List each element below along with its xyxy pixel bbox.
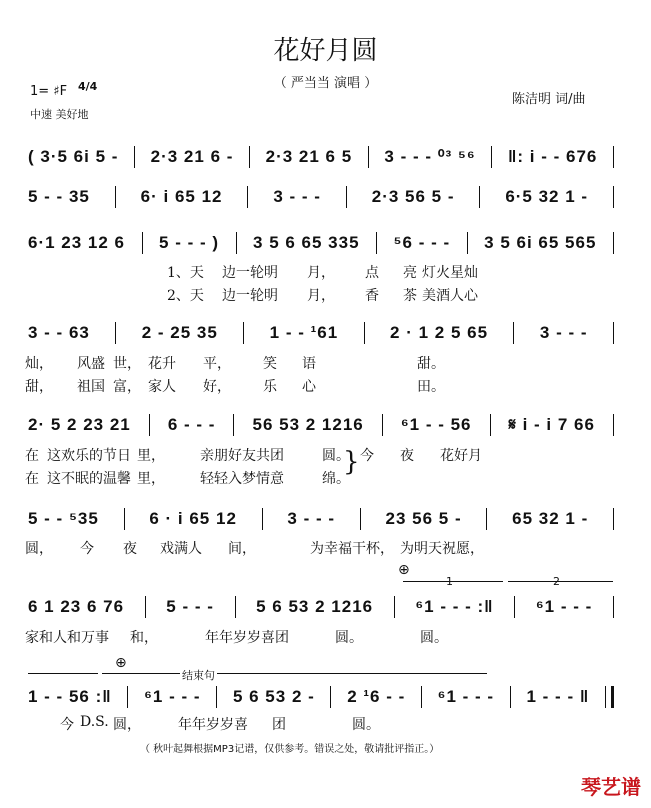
- measure: 1 - - ¹61: [269, 323, 339, 342]
- lyric: 家人: [148, 379, 176, 395]
- lyric: 花好月: [440, 448, 482, 464]
- barline: [247, 186, 248, 208]
- measure: 2·3 56 5 -: [371, 187, 455, 206]
- barline: [346, 186, 347, 208]
- ending-label: 结束句: [182, 669, 215, 682]
- music-row: [28, 322, 614, 344]
- song-title: 花好月圆: [273, 36, 378, 66]
- lyric: 风盛: [77, 356, 105, 372]
- barline: [368, 146, 369, 168]
- music-row: [28, 596, 614, 618]
- lyric: 圆。: [420, 630, 448, 646]
- first-ending-line: [28, 673, 98, 674]
- lyric: 富，: [113, 379, 141, 395]
- barline: [613, 322, 614, 344]
- measure: ⁶1 - - -: [437, 687, 495, 706]
- lyric: 乐: [263, 379, 277, 395]
- lyric: 在: [25, 448, 39, 464]
- barline: [510, 686, 511, 708]
- barline: [490, 414, 491, 436]
- barline: [360, 508, 361, 530]
- measure: 6·1 23 12 6: [28, 233, 126, 252]
- volta-2-label: 2: [553, 575, 560, 588]
- lyric: 花升: [148, 356, 176, 372]
- lyric: 这不眠的温馨: [47, 471, 131, 487]
- lyric: 甜。: [417, 356, 445, 372]
- lyric: 为明天祝愿，: [400, 541, 484, 557]
- measure: 65 32 1 -: [512, 509, 589, 528]
- measure: 6· i 65 12: [140, 187, 223, 206]
- lyric: 茶: [403, 288, 417, 304]
- lyric: 年年岁岁喜: [178, 717, 248, 733]
- measure: 5 - - 35: [28, 187, 90, 206]
- barline: [514, 596, 515, 618]
- barline: [513, 322, 514, 344]
- music-row: [28, 186, 614, 208]
- measure: 2· 5 2 23 21: [28, 415, 131, 434]
- music-row: [28, 414, 614, 436]
- time-signature: 4/4: [78, 80, 98, 93]
- measure: ‖: i - - 676: [507, 147, 598, 166]
- performer: （ 严当当 演唱 ）: [273, 76, 378, 91]
- barline: [249, 146, 250, 168]
- barline: [467, 232, 468, 254]
- music-row: [28, 686, 614, 708]
- music-row: [28, 508, 614, 530]
- lyric: 圆，: [25, 541, 53, 557]
- lyric: 轻轻入梦情意: [200, 471, 284, 487]
- lyric: 夜: [400, 448, 414, 464]
- measure: 3 5 6 65 335: [253, 233, 360, 252]
- barline: [491, 146, 492, 168]
- barline: [235, 596, 236, 618]
- barline: [243, 322, 244, 344]
- coda-sign-2: ⊕: [115, 655, 127, 671]
- lyric: 甜，: [25, 379, 53, 395]
- measure: 5 - - ⁵35: [28, 509, 99, 528]
- ending-bracket: [102, 673, 487, 674]
- measure: ⁶1 - - 56: [400, 415, 472, 434]
- measure: ⁶1 - - -: [535, 597, 593, 616]
- lyric: 今: [360, 448, 374, 464]
- tempo-marking: 中速 美好地: [30, 108, 89, 121]
- measure: 3 - - -: [539, 323, 588, 342]
- lyric: 圆。: [335, 630, 363, 646]
- barline: [149, 414, 150, 436]
- coda-sign: ⊕: [398, 562, 410, 578]
- lyric: 2、天: [167, 288, 204, 304]
- lyric: 边一轮明: [222, 288, 278, 304]
- barline: [233, 414, 234, 436]
- music-row: [28, 146, 614, 168]
- barline: [330, 686, 331, 708]
- barline: [376, 232, 377, 254]
- measure: 2·3 21 6 -: [150, 147, 234, 166]
- barline: [134, 146, 135, 168]
- lyric: 边一轮明: [222, 265, 278, 281]
- measure: 3 5 6i 65 565: [484, 233, 597, 252]
- lyric: 为幸福干杯，: [310, 541, 394, 557]
- measure: 5 6 53 2 1216: [256, 597, 374, 616]
- measure: 3 - - -: [287, 509, 336, 528]
- music-row: [28, 232, 614, 254]
- lyric: 在: [25, 471, 39, 487]
- lyric: 圆。: [352, 717, 380, 733]
- measure: 1 - - - ‖: [526, 687, 590, 706]
- site-logo: 琴艺谱: [581, 775, 641, 799]
- lyric: 里，: [137, 471, 165, 487]
- lyric: 戏满人: [160, 541, 202, 557]
- lyric: 好，: [203, 379, 231, 395]
- barline: [479, 186, 480, 208]
- measure: 3 - - - ⁰³ ⁵⁶: [384, 147, 476, 166]
- measure: ⁵6 - - -: [393, 233, 451, 252]
- barline: [394, 596, 395, 618]
- barline: [421, 686, 422, 708]
- lyric: 香: [365, 288, 379, 304]
- key-signature: 1= ♯F: [30, 84, 68, 99]
- lyric: 圆，: [113, 717, 141, 733]
- measure: 5 - - -: [166, 597, 214, 616]
- measure: 6 - - -: [167, 415, 216, 434]
- barline: [216, 686, 217, 708]
- lyric: 田。: [417, 379, 445, 395]
- measure: 6 1 23 6 76: [28, 597, 125, 616]
- footnote: （ 秋叶起舞根据MP3记谱，仅供参考。错误之处，敬请批评指正。）: [140, 744, 440, 755]
- barline: [236, 232, 237, 254]
- measure: 6·5 32 1 -: [505, 187, 589, 206]
- volta-1-bracket: [403, 581, 503, 582]
- lyric: 和，: [130, 630, 158, 646]
- barline: [613, 186, 614, 208]
- barline: [613, 232, 614, 254]
- lyric: 笑: [263, 356, 277, 372]
- barline: [613, 596, 614, 618]
- lyric: 间，: [228, 541, 256, 557]
- lyric: 今: [60, 717, 74, 733]
- barline: [364, 322, 365, 344]
- barline: [486, 508, 487, 530]
- lyric: D.S.: [80, 714, 109, 730]
- lyric: 世，: [113, 356, 141, 372]
- measure: 2 - 25 35: [141, 323, 218, 342]
- measure: 2 · 1 2 5 65: [390, 323, 489, 342]
- lyric: 里，: [137, 448, 165, 464]
- measure: 6 · i 65 12: [149, 509, 237, 528]
- lyric: 心: [302, 379, 316, 395]
- composer: 陈洁明 词/曲: [512, 92, 586, 107]
- lyric: 亲朋好友共团: [200, 448, 284, 464]
- barline: [124, 508, 125, 530]
- brace: }: [343, 447, 360, 477]
- lyric: 绵。: [322, 471, 350, 487]
- measure: 1 - - 56 :‖: [28, 687, 112, 706]
- lyric: 祖国: [77, 379, 105, 395]
- lyric: 点: [365, 265, 379, 281]
- lyric: 美酒人心: [422, 288, 478, 304]
- barline: [613, 146, 614, 168]
- measure: 5 6 53 2 -: [232, 687, 315, 706]
- measure: 2 ¹6 - -: [347, 687, 406, 706]
- barline: [613, 508, 614, 530]
- lyric: 年年岁岁喜团: [205, 630, 289, 646]
- barline: [142, 232, 143, 254]
- barline: [613, 414, 614, 436]
- barline: [262, 508, 263, 530]
- lyric: 亮: [403, 265, 417, 281]
- barline: [115, 322, 116, 344]
- measure: 𝄋 i - i 7 66: [508, 415, 595, 434]
- measure: ( 3·5 6i 5 -: [28, 147, 119, 166]
- lyric: 平，: [203, 356, 231, 372]
- measure: 23 56 5 -: [385, 509, 462, 528]
- volta-1-label: 1: [446, 575, 453, 588]
- lyric: 灿，: [25, 356, 53, 372]
- lyric: 团: [272, 717, 286, 733]
- lyric: 月，: [307, 265, 335, 281]
- measure: ⁶1 - - -: [144, 687, 201, 706]
- measure: 2·3 21 6 5: [265, 147, 353, 166]
- lyric: 1、天: [167, 265, 204, 281]
- volta-2-bracket: [508, 581, 613, 582]
- measure: 5 - - - ): [159, 233, 220, 252]
- lyric: 今: [80, 541, 94, 557]
- barline: [127, 686, 128, 708]
- barline: [115, 186, 116, 208]
- lyric: 家和人和万事: [25, 630, 109, 646]
- measure: ⁶1 - - - :‖: [415, 597, 494, 616]
- measure: 56 53 2 1216: [252, 415, 364, 434]
- lyric: 语: [302, 356, 316, 372]
- lyric: 灯火星灿: [422, 265, 478, 281]
- lyric: 月，: [307, 288, 335, 304]
- barline: [605, 686, 614, 708]
- lyric: 圆。: [322, 448, 350, 464]
- barline: [145, 596, 146, 618]
- measure: 3 - - 63: [28, 323, 90, 342]
- measure: 3 - - -: [273, 187, 321, 206]
- lyric: 这欢乐的节日: [47, 448, 131, 464]
- lyric: 夜: [123, 541, 137, 557]
- barline: [382, 414, 383, 436]
